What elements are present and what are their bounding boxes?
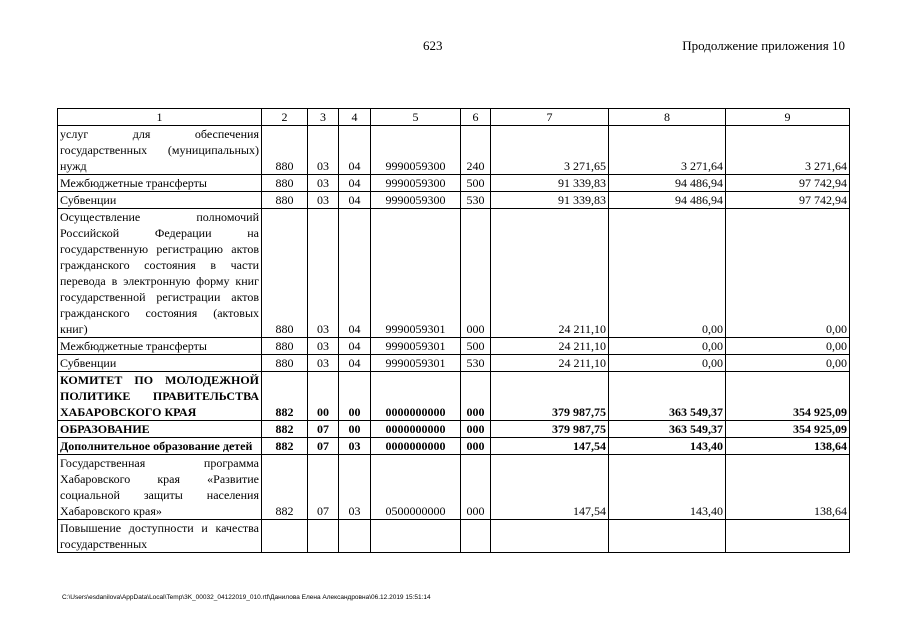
- expense-type-cell: 240: [461, 126, 491, 175]
- row-name-cell: Государственная программа Хабаровского края «Развитие социальной защиты населения Хабаровского края»: [58, 455, 262, 520]
- amount-col9-cell: 138,64: [726, 455, 850, 520]
- row-name-cell: КОМИТЕТ ПО МОЛОДЕЖНОЙ ПОЛИТИКЕ ПРАВИТЕЛЬСТВА ХАБАРОВСКОГО КРАЯ: [58, 372, 262, 421]
- section-code-cell: 03: [308, 209, 339, 338]
- amount-col7-cell: 91 339,83: [491, 192, 609, 209]
- amount-col9-cell: 354 925,09: [726, 421, 850, 438]
- column-header-row: [58, 109, 850, 126]
- amount-col8-cell: 363 549,37: [609, 421, 726, 438]
- expense-type-cell: 500: [461, 338, 491, 355]
- amount-col8-cell: 0,00: [609, 209, 726, 338]
- section-code-cell: 03: [308, 338, 339, 355]
- subsection-code-cell: [339, 520, 371, 553]
- table-row: [58, 372, 850, 421]
- subsection-code-cell: 03: [339, 455, 371, 520]
- amount-col7-cell: 91 339,83: [491, 175, 609, 192]
- row-name-cell: Субвенции: [58, 192, 262, 209]
- amount-col9-cell: 97 742,94: [726, 192, 850, 209]
- amount-col9-cell: 97 742,94: [726, 175, 850, 192]
- subsection-code-cell: 04: [339, 175, 371, 192]
- table-row: [58, 421, 850, 438]
- amount-col7-cell: 24 211,10: [491, 355, 609, 372]
- admin-code-cell: 880: [262, 338, 308, 355]
- amount-col7-cell: 3 271,65: [491, 126, 609, 175]
- row-name-cell: Повышение доступности и качества государственных: [58, 520, 262, 553]
- target-article-cell: 0000000000: [371, 421, 461, 438]
- table-body: [58, 126, 850, 553]
- amount-col8-cell: 94 486,94: [609, 192, 726, 209]
- expense-type-cell: 530: [461, 355, 491, 372]
- amount-col8-cell: 0,00: [609, 338, 726, 355]
- amount-col9-cell: 354 925,09: [726, 372, 850, 421]
- expense-type-cell: 530: [461, 192, 491, 209]
- admin-code-cell: 882: [262, 438, 308, 455]
- row-name-cell: Межбюджетные трансферты: [58, 175, 262, 192]
- expense-type-cell: [461, 520, 491, 553]
- row-name-cell: ОБРАЗОВАНИЕ: [58, 421, 262, 438]
- target-article-cell: 0000000000: [371, 372, 461, 421]
- target-article-cell: 9990059301: [371, 355, 461, 372]
- table-row: [58, 209, 850, 338]
- admin-code-cell: 882: [262, 372, 308, 421]
- table-row: [58, 455, 850, 520]
- column-header: 3: [308, 109, 339, 126]
- amount-col8-cell: [609, 520, 726, 553]
- target-article-cell: 9990059301: [371, 209, 461, 338]
- amount-col9-cell: 0,00: [726, 355, 850, 372]
- amount-col9-cell: 3 271,64: [726, 126, 850, 175]
- column-header: 9: [726, 109, 850, 126]
- column-header: 5: [371, 109, 461, 126]
- amount-col9-cell: 138,64: [726, 438, 850, 455]
- amount-col8-cell: 143,40: [609, 455, 726, 520]
- table-row: [58, 438, 850, 455]
- column-header: 4: [339, 109, 371, 126]
- subsection-code-cell: 00: [339, 372, 371, 421]
- expense-type-cell: 000: [461, 209, 491, 338]
- amount-col9-cell: 0,00: [726, 209, 850, 338]
- admin-code-cell: [262, 520, 308, 553]
- row-name-cell: услуг для обеспечения государственных (муниципальных) нужд: [58, 126, 262, 175]
- budget-table: [57, 108, 850, 553]
- admin-code-cell: 880: [262, 355, 308, 372]
- admin-code-cell: 880: [262, 126, 308, 175]
- admin-code-cell: 880: [262, 192, 308, 209]
- target-article-cell: 9990059300: [371, 175, 461, 192]
- amount-col7-cell: 147,54: [491, 455, 609, 520]
- target-article-cell: 0000000000: [371, 438, 461, 455]
- table-row: [58, 175, 850, 192]
- column-header: 2: [262, 109, 308, 126]
- column-header: 6: [461, 109, 491, 126]
- expense-type-cell: 000: [461, 455, 491, 520]
- amount-col8-cell: 94 486,94: [609, 175, 726, 192]
- table-row: [58, 192, 850, 209]
- section-code-cell: 03: [308, 192, 339, 209]
- amount-col7-cell: 24 211,10: [491, 209, 609, 338]
- target-article-cell: 0500000000: [371, 455, 461, 520]
- amount-col7-cell: 379 987,75: [491, 372, 609, 421]
- section-code-cell: 07: [308, 421, 339, 438]
- amount-col7-cell: [491, 520, 609, 553]
- subsection-code-cell: 00: [339, 421, 371, 438]
- amount-col8-cell: 143,40: [609, 438, 726, 455]
- admin-code-cell: 882: [262, 421, 308, 438]
- subsection-code-cell: 04: [339, 338, 371, 355]
- admin-code-cell: 880: [262, 175, 308, 192]
- amount-col7-cell: 379 987,75: [491, 421, 609, 438]
- row-name-cell: Дополнительное образование детей: [58, 438, 262, 455]
- expense-type-cell: 000: [461, 372, 491, 421]
- section-code-cell: 03: [308, 126, 339, 175]
- table-row: [58, 520, 850, 553]
- section-code-cell: 03: [308, 175, 339, 192]
- section-code-cell: 07: [308, 455, 339, 520]
- expense-type-cell: 000: [461, 421, 491, 438]
- subsection-code-cell: 04: [339, 126, 371, 175]
- amount-col7-cell: 24 211,10: [491, 338, 609, 355]
- expense-type-cell: 500: [461, 175, 491, 192]
- file-path-footer: C:\Users\esdanilova\AppData\Local\Temp\3K_00032_04122019_010.rtf\Данилова Елена Александровна\06.12.2019 15:51:14: [62, 594, 431, 601]
- subsection-code-cell: 04: [339, 192, 371, 209]
- column-header: 7: [491, 109, 609, 126]
- column-header: 8: [609, 109, 726, 126]
- column-header: 1: [58, 109, 262, 126]
- section-code-cell: 07: [308, 438, 339, 455]
- target-article-cell: 9990059300: [371, 126, 461, 175]
- page-number: 623: [423, 38, 443, 53]
- table-row: [58, 355, 850, 372]
- target-article-cell: 9990059301: [371, 338, 461, 355]
- section-code-cell: 03: [308, 355, 339, 372]
- amount-col8-cell: 3 271,64: [609, 126, 726, 175]
- row-name-cell: Межбюджетные трансферты: [58, 338, 262, 355]
- section-code-cell: 00: [308, 372, 339, 421]
- expense-type-cell: 000: [461, 438, 491, 455]
- appendix-continuation-label: Продолжение приложения 10: [682, 38, 845, 53]
- admin-code-cell: 882: [262, 455, 308, 520]
- table-row: [58, 338, 850, 355]
- row-name-cell: Осуществление полномочий Российской Федерации на государственную регистрацию актов гражданского состояния в части перевода в электронную форму книг государственной регистрации актов гражданского состояния (актовых книг): [58, 209, 262, 338]
- subsection-code-cell: 04: [339, 209, 371, 338]
- target-article-cell: 9990059300: [371, 192, 461, 209]
- amount-col9-cell: [726, 520, 850, 553]
- target-article-cell: [371, 520, 461, 553]
- row-name-cell: Субвенции: [58, 355, 262, 372]
- amount-col8-cell: 0,00: [609, 355, 726, 372]
- admin-code-cell: 880: [262, 209, 308, 338]
- amount-col8-cell: 363 549,37: [609, 372, 726, 421]
- amount-col9-cell: 0,00: [726, 338, 850, 355]
- section-code-cell: [308, 520, 339, 553]
- table-row: [58, 126, 850, 175]
- subsection-code-cell: 03: [339, 438, 371, 455]
- subsection-code-cell: 04: [339, 355, 371, 372]
- amount-col7-cell: 147,54: [491, 438, 609, 455]
